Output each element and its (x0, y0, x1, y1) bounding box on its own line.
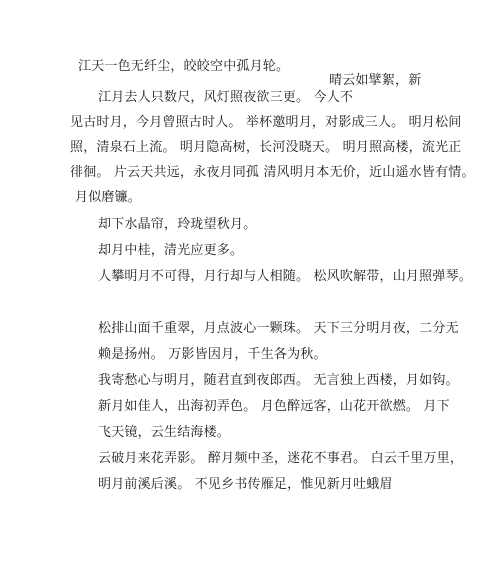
text-line: 赖是扬州。 万影皆因月，千生各为秋。 (98, 347, 327, 362)
text-line: 却下水晶帘，玲珑望秋月。 (98, 217, 257, 232)
text-line: 我寄愁心与明月，随君直到夜郎西。 无言独上西楼，月如钩。 (98, 373, 459, 388)
floating-text-note: 晴云如擘絮，新 (329, 73, 422, 88)
text-line: 月似磨镰。 (75, 190, 142, 205)
text-line: 新月如佳人，出海初弄色。 月色醉远客，山花开欲燃。 月下 (98, 399, 450, 414)
text-line: 却月中桂，清光应更多。 (98, 243, 244, 258)
text-line: 飞天镜，云生结海楼。 (98, 425, 231, 440)
text-line: 松排山面千重翠，月点波心一颗珠。 天下三分明月夜，二分无 (98, 321, 459, 336)
text-line: 照，清泉石上流。 明月隐高树，长河没晓天。 明月照高楼，流光正 (70, 140, 462, 155)
text-line: 云破月来花弄影。 醉月频中圣，迷花不事君。 白云千里万里， (98, 451, 464, 466)
text-line: 见古时月，今月曾照古时人。 举杯邀明月，对影成三人。 明月松间 (70, 115, 462, 130)
text-line: 徘徊。 片云天共远，永夜月同孤 清风明月本无价，近山遥水皆有情。 (70, 165, 475, 180)
text-line: 江月去人只数尺，风灯照夜欲三更。 今人不 (98, 90, 354, 105)
text-line: 人攀明月不可得，月行却与人相随。 松风吹解带，山月照弹琴。 (98, 269, 472, 284)
text-line: 江天一色无纤尘，皎皎空中孤月轮。 (78, 59, 290, 74)
text-line: 明月前溪后溪。 不见乡书传雁足，惟见新月吐蛾眉 (98, 477, 393, 492)
